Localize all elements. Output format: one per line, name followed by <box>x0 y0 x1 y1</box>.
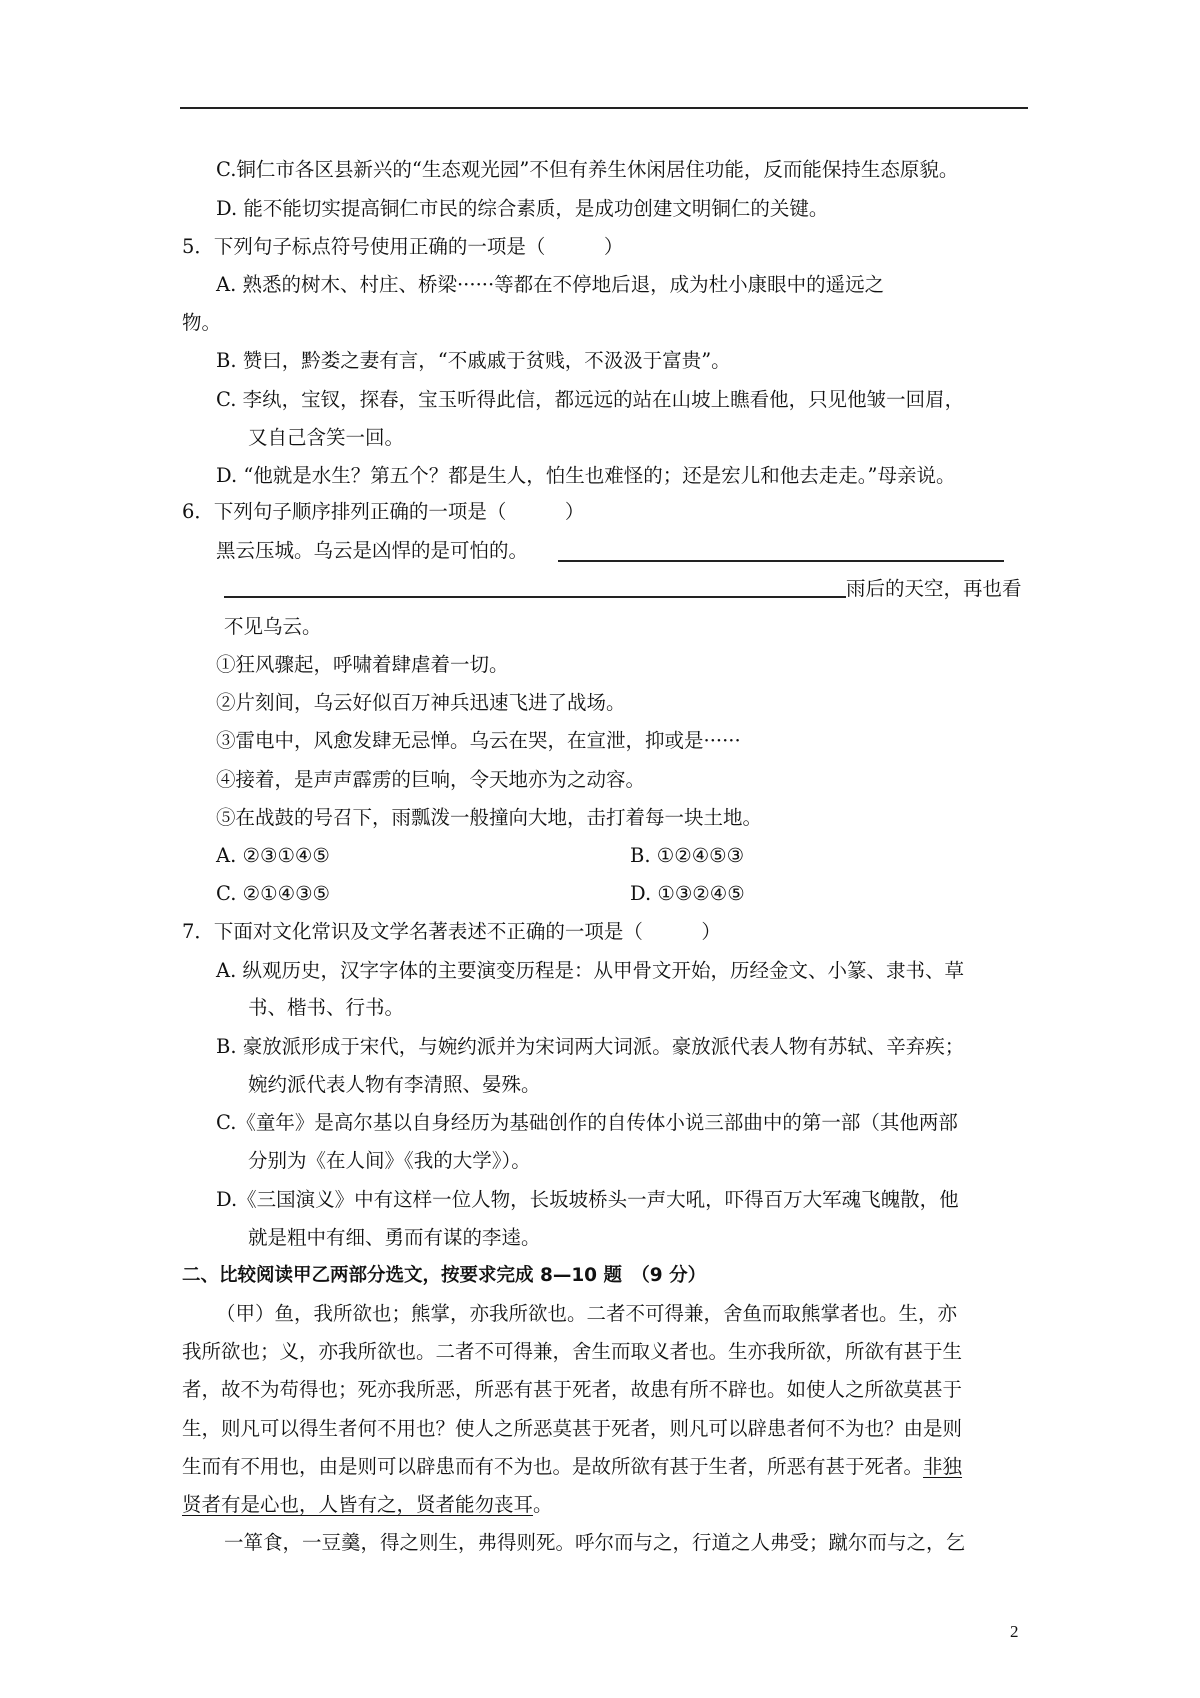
q7-option-b-line2: 婉约派代表人物有李清照、晏殊。 <box>248 1073 541 1096</box>
passage-line-5 <box>182 1454 962 1480</box>
q6-option-a: A. ②③①④⑤ <box>216 844 330 867</box>
q7-option-b-line1: B. 豪放派形成于宋代，与婉约派并为宋词两大词派。豪放派代表人物有苏轼、辛弃疾； <box>216 1035 965 1058</box>
q5-stem: 5．下列句子标点符号使用正确的一项是（ ） <box>182 235 624 258</box>
q5-option-c-line1: C. 李纨，宝钗，探春，宝玉听得此信，都远远的站在山坡上瞧看他，只见他皱一回眉， <box>216 388 965 411</box>
q6-passage-end: 不见乌云。 <box>224 615 322 638</box>
q6-sentence-2: ②片刻间，乌云好似百万神兵迅速飞进了战场。 <box>216 691 626 714</box>
q6-option-d: D. ①③②④⑤ <box>630 882 745 905</box>
page-number: 2 <box>1010 1622 1019 1641</box>
passage-line-2: 我所欲也；义，亦我所欲也。二者不可得兼，舍生而取义者也。生亦我所欲，所欲有甚于生 <box>182 1340 963 1363</box>
passage-line-1: （甲）鱼，我所欲也；熊掌，亦我所欲也。二者不可得兼，舍鱼而取熊掌者也。生，亦 <box>216 1302 958 1325</box>
q4-option-d: D. 能不能切实提高铜仁市民的综合素质，是成功创建文明铜仁的关键。 <box>216 197 829 220</box>
q7-option-c-line2: 分别为《在人间》《我的大学》）。 <box>248 1149 531 1172</box>
header-rule <box>180 107 1028 109</box>
passage-line-5-text: 生而有不用也，由是则可以辟患而有不为也。是故所欲有甚于生者，所恶有甚于死者。 <box>182 1455 924 1478</box>
passage-line-6 <box>182 1492 553 1518</box>
section-2-heading: 二、比较阅读甲乙两部分选文，按要求完成 8—10 题 （9 分） <box>182 1265 707 1286</box>
q6-sentence-4: ④接着，是声声霹雳的巨响，令天地亦为之动容。 <box>216 768 646 791</box>
q6-answer-blank-1 <box>558 560 1004 562</box>
q7-option-d-line1: D.《三国演义》中有这样一位人物，长坂坡桥头一声大吼，吓得百万大军魂飞魄散，他 <box>216 1188 959 1211</box>
passage-line-3: 者，故不为苟得也；死亦我所恶，所恶有甚于死者，故患有所不辟也。如使人之所欲莫甚于 <box>182 1378 963 1401</box>
q5-option-b: B. 赞曰，黔娄之妻有言，“不戚戚于贫贱，不汲汲于富贵”。 <box>216 349 731 372</box>
q6-sentence-5: ⑤在战鼓的号召下，雨瓢泼一般撞向大地，击打着每一块土地。 <box>216 806 763 829</box>
passage-line-4: 生，则凡可以得生者何不用也？使人之所恶莫甚于死者，则凡可以辟患者何不为也？由是则 <box>182 1417 963 1440</box>
q7-stem: 7．下面对文化常识及文学名著表述不正确的一项是（ ） <box>182 920 721 943</box>
q6-sentence-1: ①狂风骤起，呼啸着肆虐着一切。 <box>216 653 509 676</box>
q6-stem: 6．下列句子顺序排列正确的一项是（ ） <box>182 500 585 523</box>
q5-option-a-line2: 物。 <box>182 311 222 334</box>
q6-passage-middle: 雨后的天空，再也看 <box>846 577 1022 600</box>
q6-answer-blank-2 <box>224 596 846 598</box>
passage-line-7: 一箪食，一豆羹，得之则生，弗得则死。呼尔而与之，行道之人弗受；蹴尔而与之，乞 <box>224 1531 966 1554</box>
q5-option-d: D. “他就是水生？第五个？都是生人，怕生也难怪的；还是宏儿和他去走走。”母亲说。 <box>216 464 956 487</box>
q5-option-c-line2: 又自己含笑一回。 <box>248 426 405 449</box>
q7-option-a-line2: 书、楷书、行书。 <box>248 996 405 1019</box>
q6-passage-start: 黑云压城。乌云是凶悍的是可怕的。 <box>216 539 529 562</box>
underlined-sentence: 贤者有是心也，人皆有之，贤者能勿丧耳 <box>182 1493 534 1516</box>
q7-option-d-line2: 就是粗中有细、勇而有谋的李逵。 <box>248 1226 541 1249</box>
q4-option-c: C.铜仁市各区县新兴的“生态观光园”不但有养生休闲居住功能，反而能保持生态原貌。 <box>216 158 959 181</box>
underlined-sentence-start: 非独 <box>923 1455 963 1478</box>
q7-option-a-line1: A. 纵观历史，汉字字体的主要演变历程是：从甲骨文开始，历经金文、小篆、隶书、草 <box>216 959 964 982</box>
q6-option-b: B. ①②④⑤③ <box>630 844 745 867</box>
q6-option-c: C. ②①④③⑤ <box>216 882 331 905</box>
q7-option-c-line1: C.《童年》是高尔基以自身经历为基础创作的自传体小说三部曲中的第一部（其他两部 <box>216 1111 958 1134</box>
q6-sentence-3: ③雷电中，风愈发肆无忌惮。乌云在哭，在宣泄，抑或是······ <box>216 729 741 752</box>
q5-option-a-line1: A. 熟悉的树木、村庄、桥梁······等都在不停地后退，成为杜小康眼中的遥远之 <box>216 273 885 296</box>
passage-line-6-end: 。 <box>533 1493 553 1516</box>
